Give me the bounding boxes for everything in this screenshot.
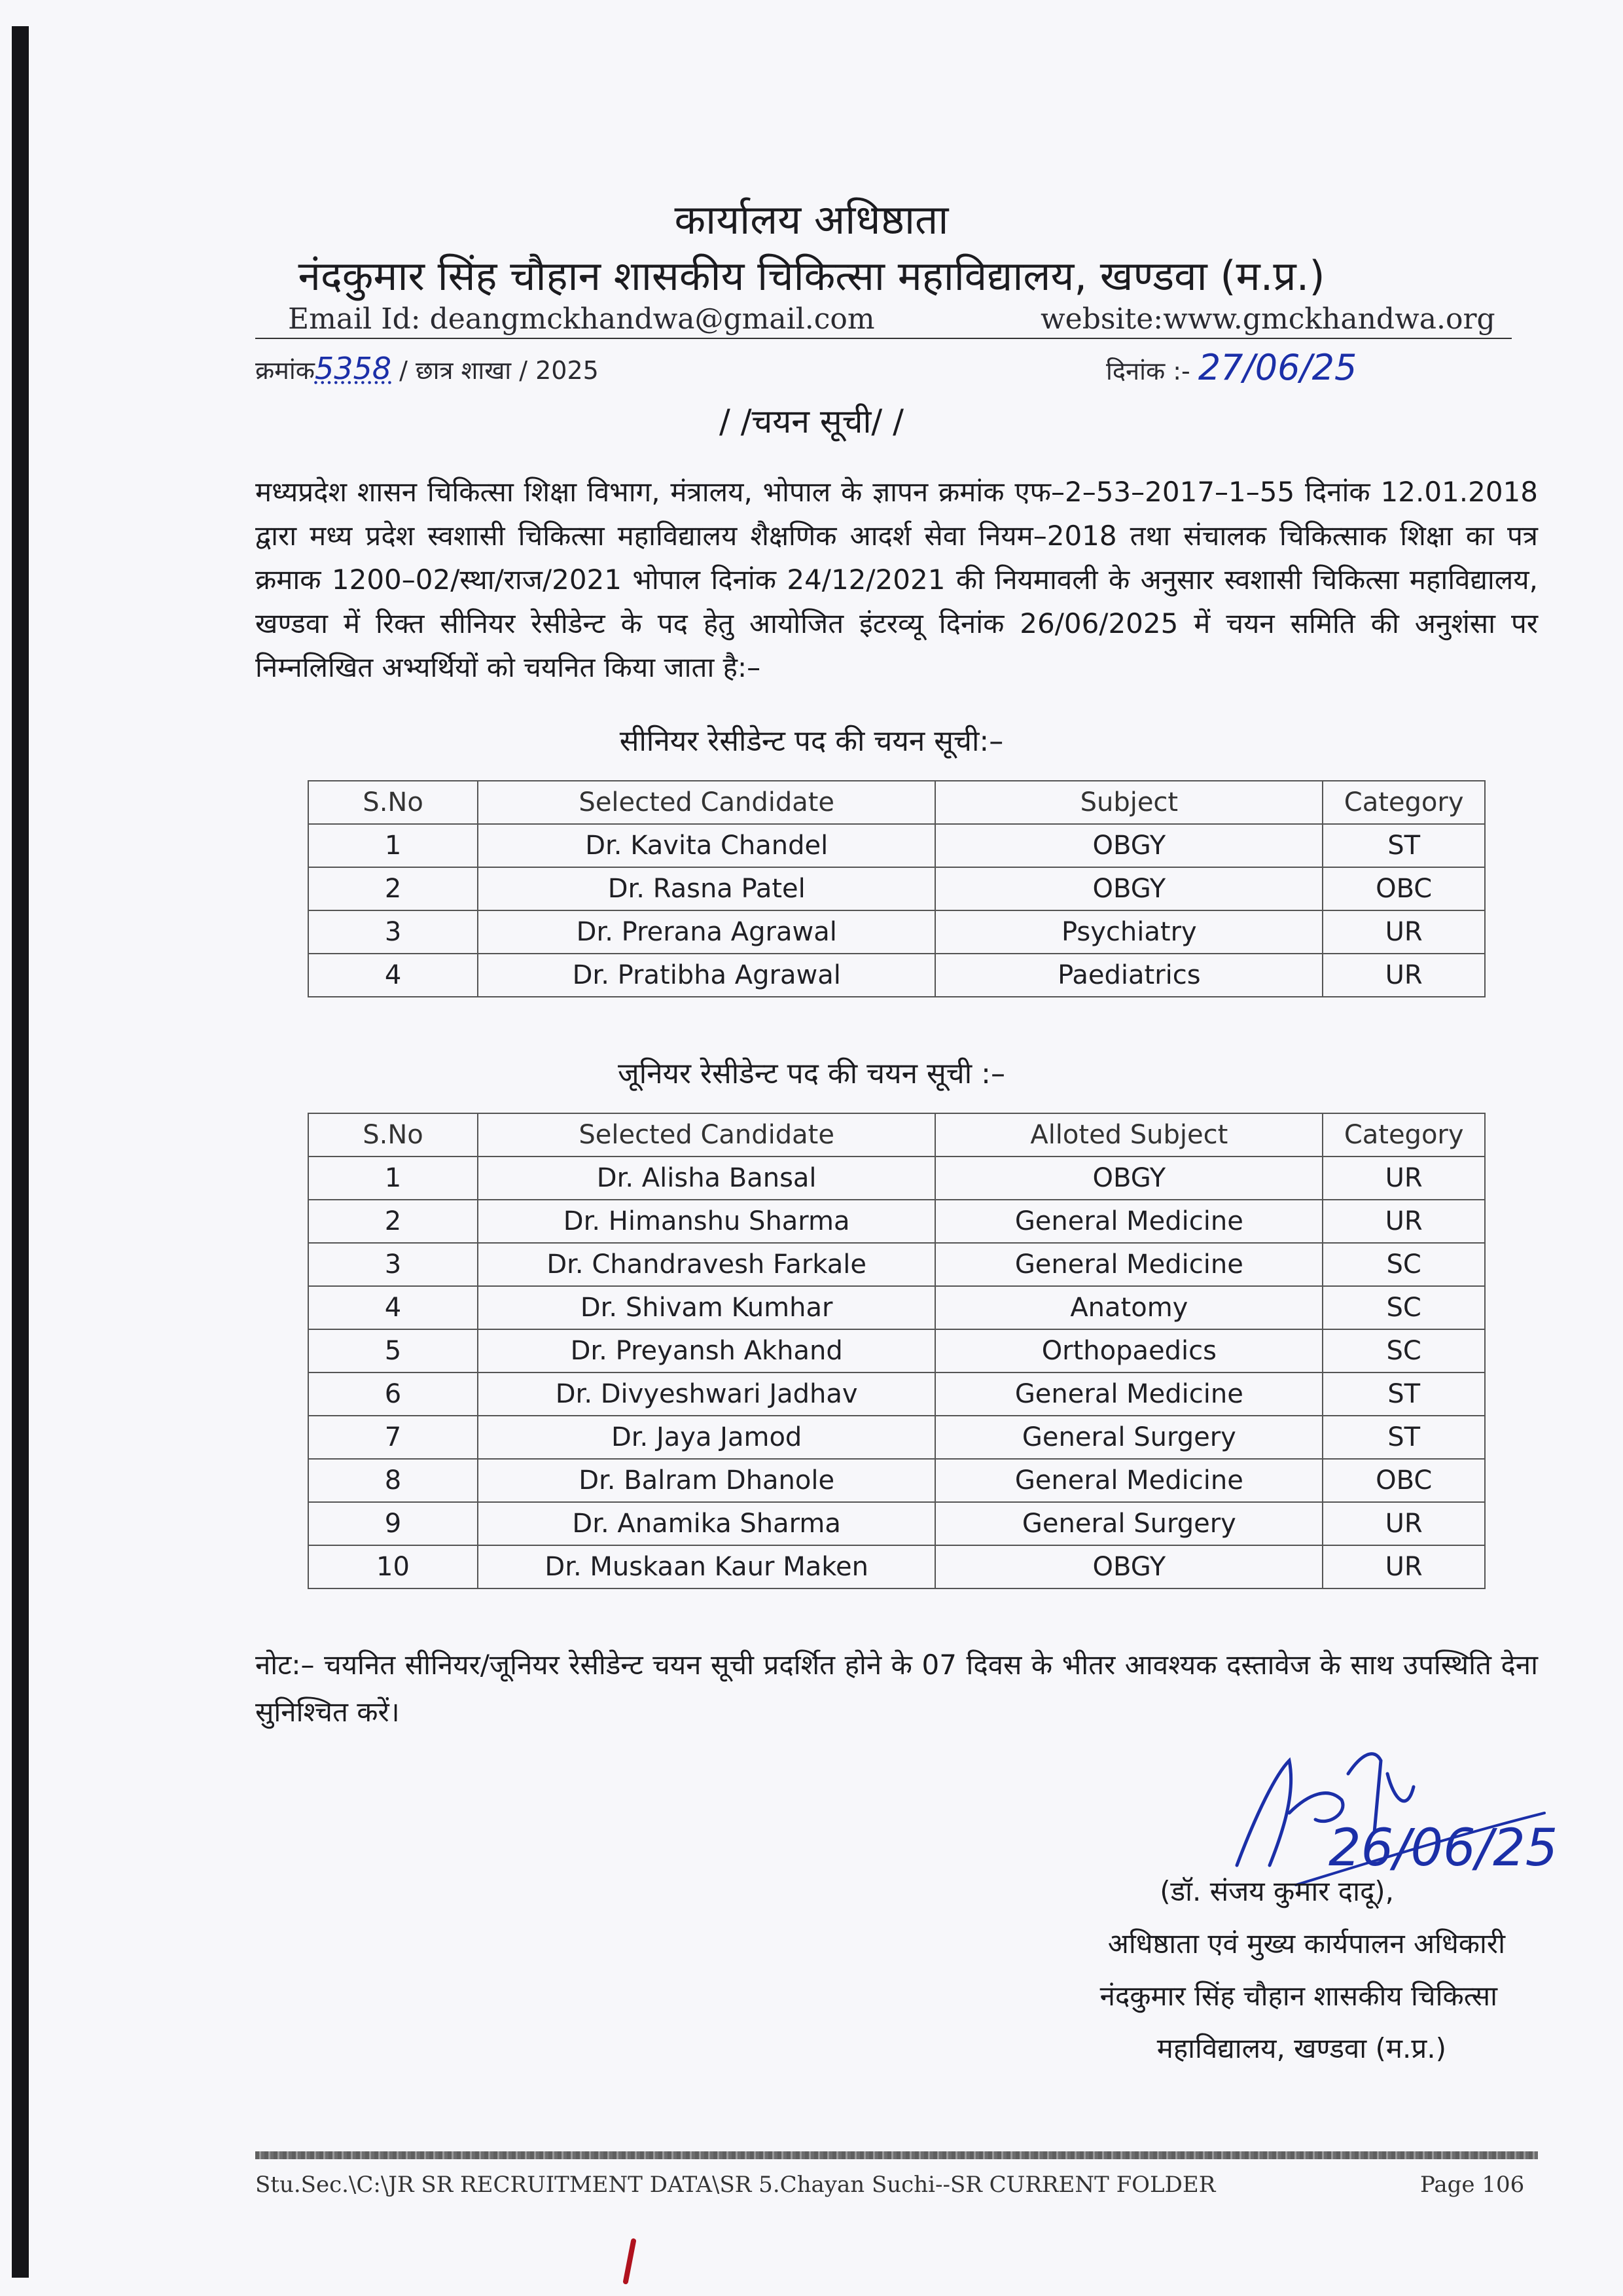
table-row: [308, 824, 1485, 867]
category-cell: ST: [1323, 1372, 1485, 1416]
subject-cell: OBGY: [935, 1545, 1323, 1588]
serial-number-cell: 3: [308, 1243, 478, 1286]
candidate-name-cell: Dr. Shivam Kumhar: [478, 1286, 935, 1329]
email-line: Email Id: deangmckhandwa@gmail.com: [288, 302, 875, 336]
footer-page-number: Page 106: [1420, 2172, 1525, 2198]
serial-number-cell: 2: [308, 867, 478, 910]
table-header-row: [308, 781, 1485, 824]
senior-heading: सीनियर रेसीडेन्ट पद की चयन सूची:–: [619, 725, 1004, 758]
category-cell: SC: [1323, 1329, 1485, 1372]
note-paragraph: नोट:– चयनित सीनियर/जूनियर रेसीडेन्ट चयन सूची प्रदर्शित होने के 07 दिवस के भीतर आवश्यक दस्तावेज के साथ उपस्थिति देना सुनिश्चित करें।: [255, 1649, 1538, 1728]
candidate-name-cell: Dr. Rasna Patel: [478, 867, 935, 910]
table-header-row: [308, 1113, 1485, 1157]
category-cell: ST: [1323, 824, 1485, 867]
serial-number-cell: 1: [308, 1157, 478, 1200]
table-row: [308, 1545, 1485, 1588]
website-line: website:www.gmckhandwa.org: [1041, 302, 1495, 336]
date-field: [1106, 347, 1357, 388]
table-row: [308, 1502, 1485, 1545]
date-handwritten: 27/06/25: [1198, 347, 1357, 388]
ref-prefix: क्रमांक: [255, 356, 315, 385]
category-cell: UR: [1323, 910, 1485, 954]
date-label: दिनांक :-: [1106, 357, 1190, 386]
subject-cell: General Medicine: [935, 1200, 1323, 1243]
serial-number-cell: 2: [308, 1200, 478, 1243]
subject-cell: General Medicine: [935, 1459, 1323, 1502]
subject-cell: Paediatrics: [935, 954, 1323, 997]
serial-number-cell: 4: [308, 1286, 478, 1329]
candidate-name-cell: Dr. Jaya Jamod: [478, 1416, 935, 1459]
footer-rule: [255, 2151, 1538, 2159]
signatory-name: (डॉ. संजय कुमार दादू),: [1160, 1875, 1394, 1907]
body-paragraph: मध्यप्रदेश शासन चिकित्सा शिक्षा विभाग, मंत्रालय, भोपाल के ज्ञापन क्रमांक एफ–2–53–2017–1–55 दिनांक 12.01.2018 द्वारा मध्य प्रदेश स्वशासी चिकित्सा महाविद्यालय शैक्षणिक आदर्श सेवा नियम–2018 तथा संचालक चिकित्साक शिक्षा का पत्र क्रमाक 1200–02/स्था/राज/2021 भोपाल दिनांक 24/12/2021 की नियमावली के अनुसार स्वशासी चिकित्सा महाविद्यालय, खण्डवा में रिक्त सीनियर रेसीडेन्ट के पद हेतु आयोजित इंटरव्यू दिनांक 26/06/2025 में चयन समिति की अनुशंसा पर निम्नलिखित अभ्यर्थियों को चयनित किया जाता है:–: [255, 476, 1538, 683]
candidate-name-cell: Dr. Himanshu Sharma: [478, 1200, 935, 1243]
table-row: [308, 1243, 1485, 1286]
column-header: S.No: [308, 1113, 478, 1157]
category-cell: OBC: [1323, 867, 1485, 910]
category-cell: UR: [1323, 1200, 1485, 1243]
serial-number-cell: 9: [308, 1502, 478, 1545]
column-header: Alloted Subject: [935, 1113, 1323, 1157]
category-cell: UR: [1323, 954, 1485, 997]
junior-heading: जूनियर रेसीडेन्ट पद की चयन सूची :–: [618, 1057, 1005, 1090]
candidate-name-cell: Dr. Balram Dhanole: [478, 1459, 935, 1502]
serial-number-cell: 8: [308, 1459, 478, 1502]
column-header: Category: [1323, 781, 1485, 824]
serial-number-cell: 6: [308, 1372, 478, 1416]
table-row: [308, 910, 1485, 954]
category-cell: SC: [1323, 1243, 1485, 1286]
column-header: Category: [1323, 1113, 1485, 1157]
serial-number-cell: 10: [308, 1545, 478, 1588]
subject-cell: General Medicine: [935, 1372, 1323, 1416]
serial-number-cell: 1: [308, 824, 478, 867]
column-header: Selected Candidate: [478, 781, 935, 824]
table-row: [308, 1416, 1485, 1459]
candidate-name-cell: Dr. Divyeshwari Jadhav: [478, 1372, 935, 1416]
subject-cell: Psychiatry: [935, 910, 1323, 954]
reference-number: [255, 351, 599, 387]
office-title: कार्यालय अधिष्ठाता: [674, 196, 949, 243]
table-row: [308, 1329, 1485, 1372]
column-header: Subject: [935, 781, 1323, 824]
candidate-name-cell: Dr. Anamika Sharma: [478, 1502, 935, 1545]
table-row: [308, 954, 1485, 997]
list-title: / /चयन सूची/ /: [719, 403, 904, 440]
college-name: नंदकुमार सिंह चौहान शासकीय चिकित्सा महाविद्यालय, खण्डवा (म.प्र.): [298, 252, 1325, 300]
candidate-name-cell: Dr. Chandravesh Farkale: [478, 1243, 935, 1286]
column-header: S.No: [308, 781, 478, 824]
signatory-designation: अधिष्ठाता एवं मुख्य कार्यपालन अधिकारी: [1107, 1928, 1505, 1960]
signatory-institution-1: नंदकुमार सिंह चौहान शासकीय चिकित्सा: [1099, 1980, 1497, 2012]
signatory-block: [916, 1865, 1505, 2075]
table-row: [308, 1459, 1485, 1502]
footer-path: Stu.Sec.\C:\JR SR RECRUITMENT DATA\SR 5.Chayan Suchi--SR CURRENT FOLDER: [255, 2172, 1216, 2198]
column-header: Selected Candidate: [478, 1113, 935, 1157]
header-rule: [255, 338, 1512, 339]
subject-cell: Anatomy: [935, 1286, 1323, 1329]
senior-resident-table: [308, 780, 1486, 997]
candidate-name-cell: Dr. Alisha Bansal: [478, 1157, 935, 1200]
subject-cell: General Medicine: [935, 1243, 1323, 1286]
subject-cell: OBGY: [935, 867, 1323, 910]
category-cell: ST: [1323, 1416, 1485, 1459]
table-row: [308, 867, 1485, 910]
table-row: [308, 1200, 1485, 1243]
category-cell: OBC: [1323, 1459, 1485, 1502]
table-row: [308, 1372, 1485, 1416]
category-cell: UR: [1323, 1157, 1485, 1200]
candidate-name-cell: Dr. Preyansh Akhand: [478, 1329, 935, 1372]
ref-suffix: / छात्र शाखा / 2025: [399, 356, 599, 385]
subject-cell: OBGY: [935, 1157, 1323, 1200]
serial-number-cell: 7: [308, 1416, 478, 1459]
ref-number-handwritten: 5358: [314, 351, 392, 386]
candidate-name-cell: Dr. Prerana Agrawal: [478, 910, 935, 954]
candidate-name-cell: Dr. Kavita Chandel: [478, 824, 935, 867]
serial-number-cell: 3: [308, 910, 478, 954]
category-cell: UR: [1323, 1502, 1485, 1545]
signature-date: 26/06/25: [1329, 1819, 1558, 1878]
table-row: [308, 1157, 1485, 1200]
scan-edge: [12, 26, 29, 2278]
subject-cell: General Surgery: [935, 1416, 1323, 1459]
category-cell: UR: [1323, 1545, 1485, 1588]
red-ink-mark: [622, 2238, 637, 2284]
subject-cell: OBGY: [935, 824, 1323, 867]
serial-number-cell: 5: [308, 1329, 478, 1372]
signatory-institution-2: महाविद्यालय, खण्डवा (म.प्र.): [1156, 2032, 1446, 2064]
junior-resident-table: [308, 1113, 1486, 1589]
candidate-name-cell: Dr. Muskaan Kaur Maken: [478, 1545, 935, 1588]
candidate-name-cell: Dr. Pratibha Agrawal: [478, 954, 935, 997]
subject-cell: General Surgery: [935, 1502, 1323, 1545]
category-cell: SC: [1323, 1286, 1485, 1329]
subject-cell: Orthopaedics: [935, 1329, 1323, 1372]
table-row: [308, 1286, 1485, 1329]
serial-number-cell: 4: [308, 954, 478, 997]
